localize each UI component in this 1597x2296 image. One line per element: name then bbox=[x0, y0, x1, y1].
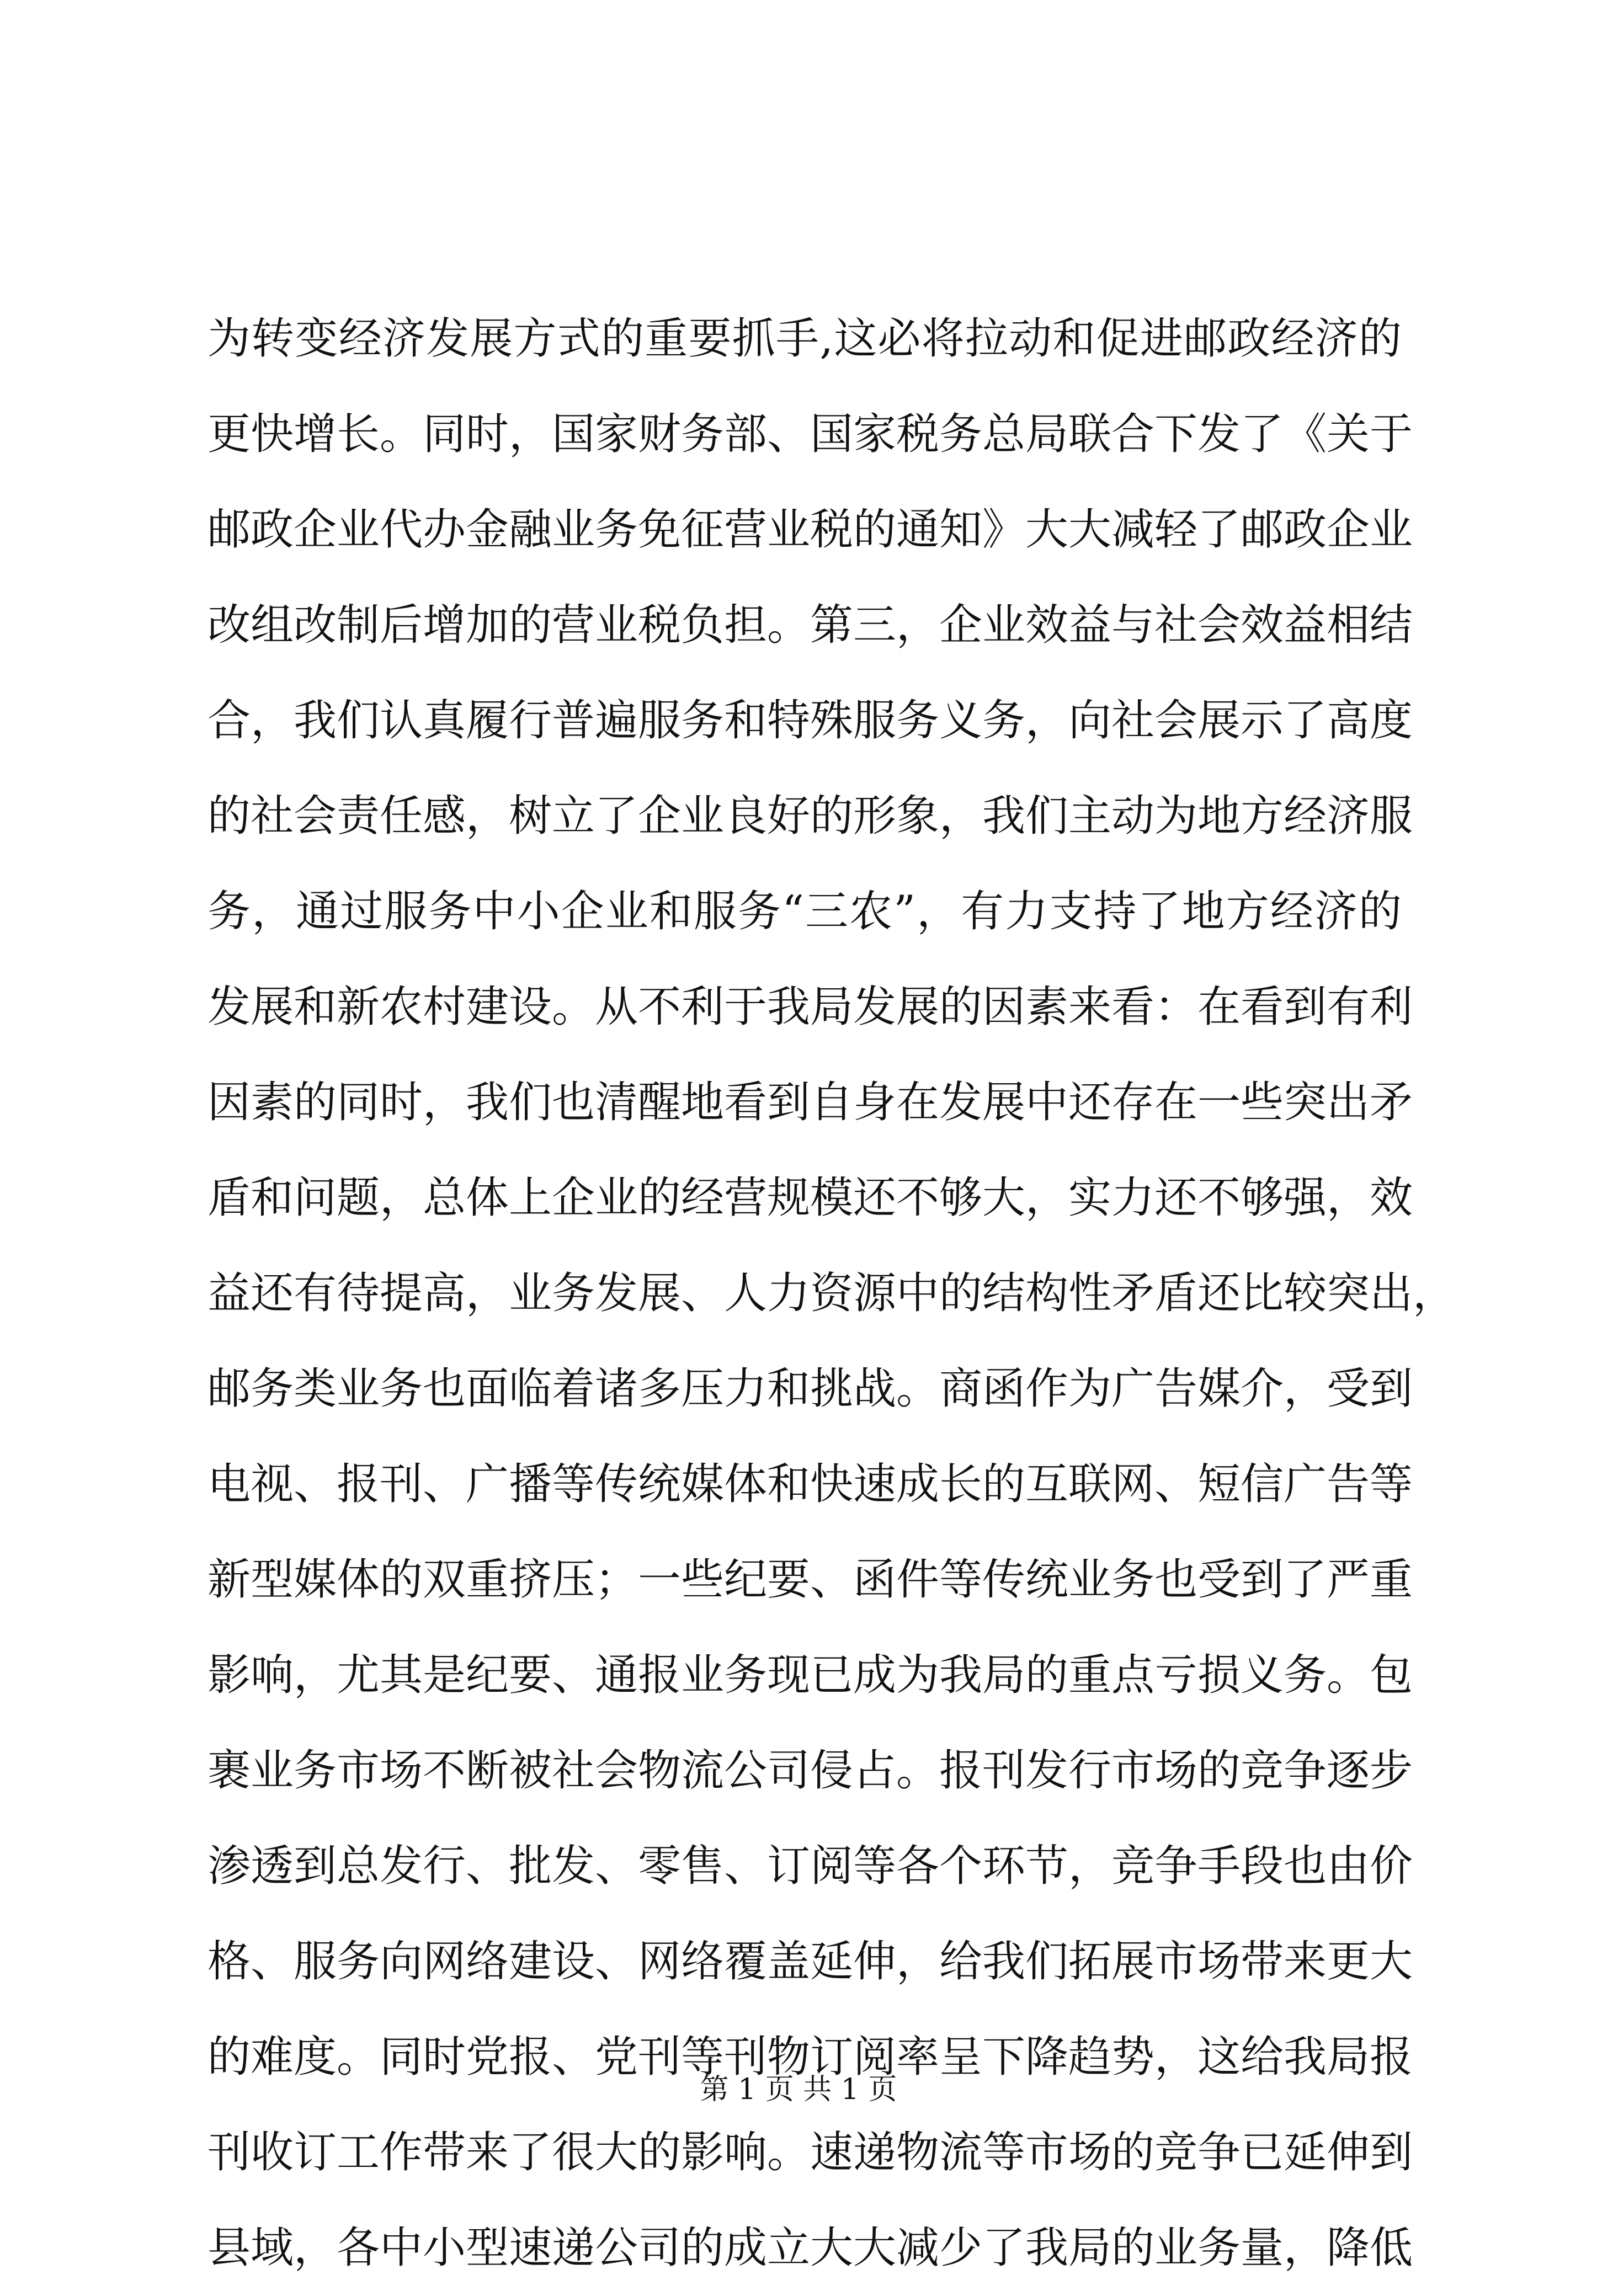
text-line: 邮务类业务也面临着诸多压力和挑战。商函作为广告媒介，受到 bbox=[207, 1364, 1413, 1414]
text-line: 益还有待提高，业务发展、人力资源中的结构性矛盾还比较突出， bbox=[207, 1269, 1456, 1318]
text-line: 盾和问题，总体上企业的经营规模还不够大，实力还不够强，效 bbox=[207, 1173, 1413, 1223]
text-line: 格、服务向网络建设、网络覆盖延伸，给我们拓展市场带来更大 bbox=[207, 1937, 1413, 1986]
text-line: 电视、报刊、广播等传统媒体和快速成长的互联网、短信广告等 bbox=[207, 1459, 1413, 1509]
text-line: 裹业务市场不断被社会物流公司侵占。报刊发行市场的竞争逐步 bbox=[207, 1746, 1413, 1796]
text-line: 务，通过服务中小企业和服务“三农”，有力支持了地方经济的 bbox=[207, 887, 1402, 936]
text-line: 因素的同时，我们也清醒地看到自身在发展中还存在一些突出矛 bbox=[207, 1078, 1413, 1127]
text-line: 发展和新农村建设。从不利于我局发展的因素来看：在看到有利 bbox=[207, 982, 1413, 1032]
text-line: 为转变经济发展方式的重要抓手,这必将拉动和促进邮政经济的 bbox=[207, 314, 1402, 364]
text-line: 渗透到总发行、批发、零售、订阅等各个环节，竞争手段也由价 bbox=[207, 1841, 1413, 1891]
text-line: 刊收订工作带来了很大的影响。速递物流等市场的竞争已延伸到 bbox=[207, 2128, 1413, 2177]
text-line: 的社会责任感，树立了企业良好的形象，我们主动为地方经济服 bbox=[207, 791, 1413, 841]
text-line: 合，我们认真履行普遍服务和特殊服务义务，向社会展示了高度 bbox=[207, 696, 1413, 745]
document-body bbox=[207, 291, 1456, 2296]
text-line: 邮政企业代办金融业务免征营业税的通知》大大减轻了邮政企业 bbox=[207, 505, 1413, 555]
text-line: 新型媒体的双重挤压；一些纪要、函件等传统业务也受到了严重 bbox=[207, 1555, 1413, 1605]
text-line: 更快增长。同时，国家财务部、国家税务总局联合下发了《关于 bbox=[207, 409, 1413, 459]
text-line: 改组改制后增加的营业税负担。第三，企业效益与社会效益相结 bbox=[207, 600, 1413, 650]
text-line: 的难度。同时党报、党刊等刊物订阅率呈下降趋势，这给我局报 bbox=[207, 2032, 1413, 2082]
text-line: 影响，尤其是纪要、通报业务现已成为我局的重点亏损义务。包 bbox=[207, 1650, 1413, 1700]
page-number-footer: 第 1 页 共 1 页 bbox=[700, 2073, 897, 2106]
text-line: 县域，各中小型速递公司的成立大大减少了我局的业务量，降低 bbox=[207, 2223, 1413, 2273]
